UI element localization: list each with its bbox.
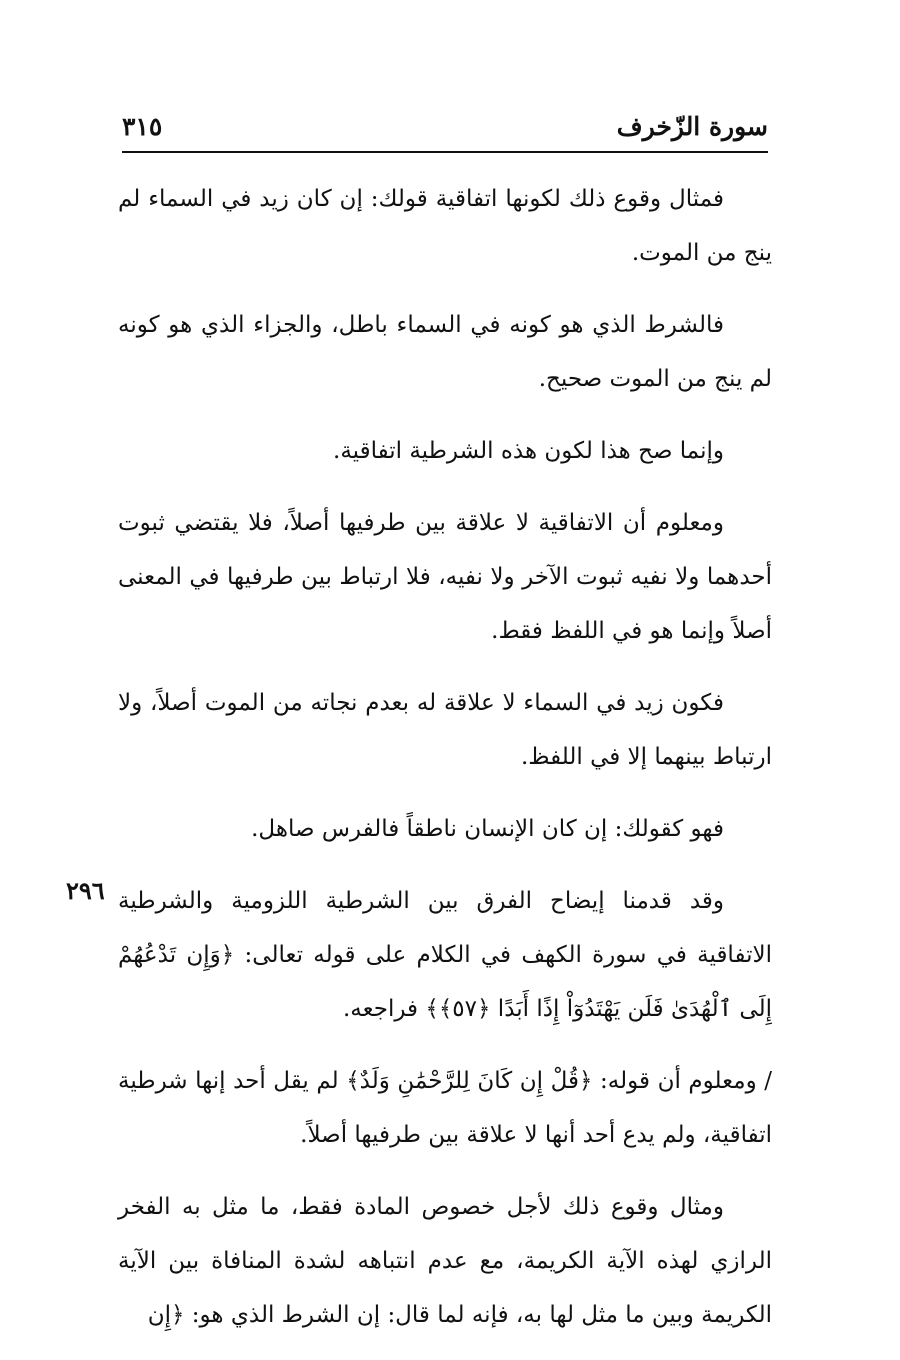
- page-body: [118, 172, 772, 1360]
- paragraph: وإنما صح هذا لكون هذه الشرطية اتفاقية.: [333, 438, 724, 464]
- paragraph: فمثال وقوع ذلك لكونها اتفاقية قولك: إن كان زيد في السماء لم ينج من الموت.: [118, 186, 772, 266]
- page-header: [122, 112, 768, 156]
- paragraph: / ومعلوم أن قوله: ﴿قُلْ إِن كَانَ لِلرَّحْمَٰنِ وَلَدٌ﴾ لم يقل أحد إنها شرطية اتفاقية، ولم يدع أحد أنها لا علاقة بين طرفيها أصلاً.: [118, 1068, 772, 1148]
- paragraph: فكون زيد في السماء لا علاقة له بعدم نجاته من الموت أصلاً، ولا ارتباط بينهما إلا في اللفظ.: [118, 690, 772, 770]
- paragraph: ومعلوم أن الاتفاقية لا علاقة بين طرفيها أصلاً، فلا يقتضي ثبوت أحدهما ولا نفيه ثبوت الآخر ولا نفيه، فلا ارتباط بين طرفيها في المعنى أصلاً وإنما هو في اللفظ فقط.: [118, 510, 772, 644]
- page-number: ٣١٥: [122, 112, 163, 141]
- paragraph: فالشرط الذي هو كونه في السماء باطل، والجزاء الذي هو كونه لم ينج من الموت صحيح.: [118, 312, 772, 392]
- paragraph: وقد قدمنا إيضاح الفرق بين الشرطية اللزومية والشرطية الاتفاقية في سورة الكهف في الكلام على قوله تعالى: ﴿وَإِن تَدْعُهُمْ إِلَى ٱلْهُدَىٰ فَلَن يَهْتَدُوٓاْ إِذًا أَبَدًا ﴿٥٧﴾﴾ فراجعه.: [118, 888, 772, 1022]
- surah-title: سورة الزّخرف: [616, 112, 768, 141]
- paragraph: فهو كقولك: إن كان الإنسان ناطقاً فالفرس صاهل.: [251, 816, 724, 842]
- paragraph: ومثال وقوع ذلك لأجل خصوص المادة فقط، ما مثل به الفخر الرازي لهذه الآية الكريمة، مع عدم انتباهه لشدة المنافاة بين الآية الكريمة وبين ما مثل لها به، فإنه لما قال: إن الشرط الذي هو: ﴿إِن: [118, 1194, 772, 1328]
- margin-page-reference: ٢٩٦: [66, 876, 105, 905]
- header-rule: [122, 151, 768, 153]
